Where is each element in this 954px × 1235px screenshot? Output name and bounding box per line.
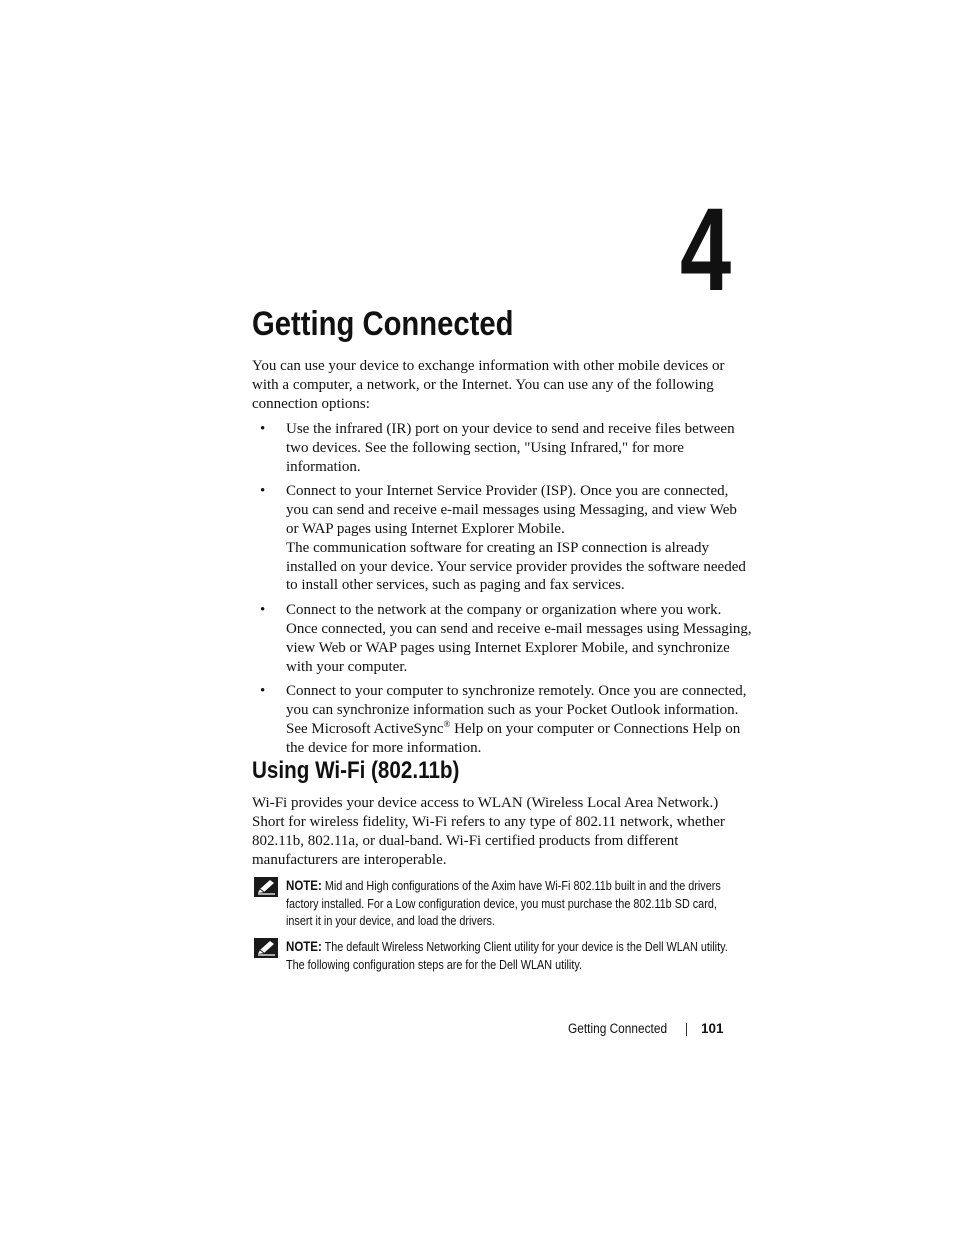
intro-paragraph: You can use your device to exchange information with other mobile devices or with a computer, a network, or the Internet. You can use any of the following connection options: (252, 358, 725, 412)
note (252, 938, 747, 974)
list-item-text (286, 683, 747, 755)
list-item-text-before: Connect to your computer to synchronize remotely. Once you are connected, you can synchronize information such as your Pocket Outlook information. See Microsoft ActiveSync (286, 683, 747, 737)
list-item-text-after: Help on your computer or Connections Help on the device for more information. (286, 720, 741, 756)
list-item-text: Connect to your Internet Service Provider (ISP). Once you are connected, you can send and receive e-mail messages using Messaging, and view Web or WAP pages using Internet Explorer Mobile. (286, 483, 737, 537)
pencil-note-icon (254, 877, 278, 897)
section-heading: Using Wi-Fi (802.11b) (252, 757, 460, 784)
pencil-note-icon (254, 938, 278, 958)
note-text: The default Wireless Networking Client utility for your device is the Dell WLAN utility. The following configuration steps are for the Dell WLAN utility. (286, 940, 728, 972)
bullet-icon: • (260, 683, 266, 700)
note (252, 877, 747, 931)
registered-mark: ® (443, 718, 451, 729)
bullet-icon: • (260, 421, 266, 437)
chapter-number: 4 (680, 184, 732, 316)
list-item-text: Use the infrared (IR) port on your device to send and receive files between two devices. See the following section, "Using Infrared," for more information. (286, 421, 735, 475)
list-item-text: Connect to the network at the company or organization where you work. Once connected, you can send and receive e-mail messages using Messaging, view Web or WAP pages using Internet Explorer Mobile, and synchronize with your computer. (286, 602, 752, 675)
footer-separator (686, 1023, 687, 1036)
note-text: Mid and High configurations of the Axim have Wi-Fi 802.11b built in and the drivers factory installed. For a Low configuration device, you must purchase the 802.11b SD card, insert it in your device, and load the drivers. (286, 879, 721, 928)
page-number: 101 (701, 1021, 724, 1036)
chapter-title: Getting Connected (252, 305, 514, 343)
list-item (252, 682, 752, 757)
wifi-paragraph: Wi-Fi provides your device access to WLAN (Wireless Local Area Network.) Short for wireless fidelity, Wi-Fi refers to any type of 802.11 network, whether 802.11b, 802.11a, or dual-band. Wi-Fi certified products from different manufacturers are interoperable. (252, 795, 725, 868)
page-footer (568, 1020, 738, 1038)
bullet-icon: • (260, 483, 266, 500)
list-item (252, 482, 752, 595)
note-label: NOTE: (286, 878, 322, 893)
footer-section-title: Getting Connected (568, 1021, 668, 1036)
note-label: NOTE: (286, 939, 322, 954)
list-item (252, 601, 752, 676)
connection-options-list (252, 420, 752, 764)
list-item-extra-text: The communication software for creating an ISP connection is already installed on your device. Your service provider provides the software needed to install other services, such as paging and fax services. (286, 539, 746, 594)
bullet-icon: • (260, 602, 266, 619)
list-item (252, 420, 752, 476)
